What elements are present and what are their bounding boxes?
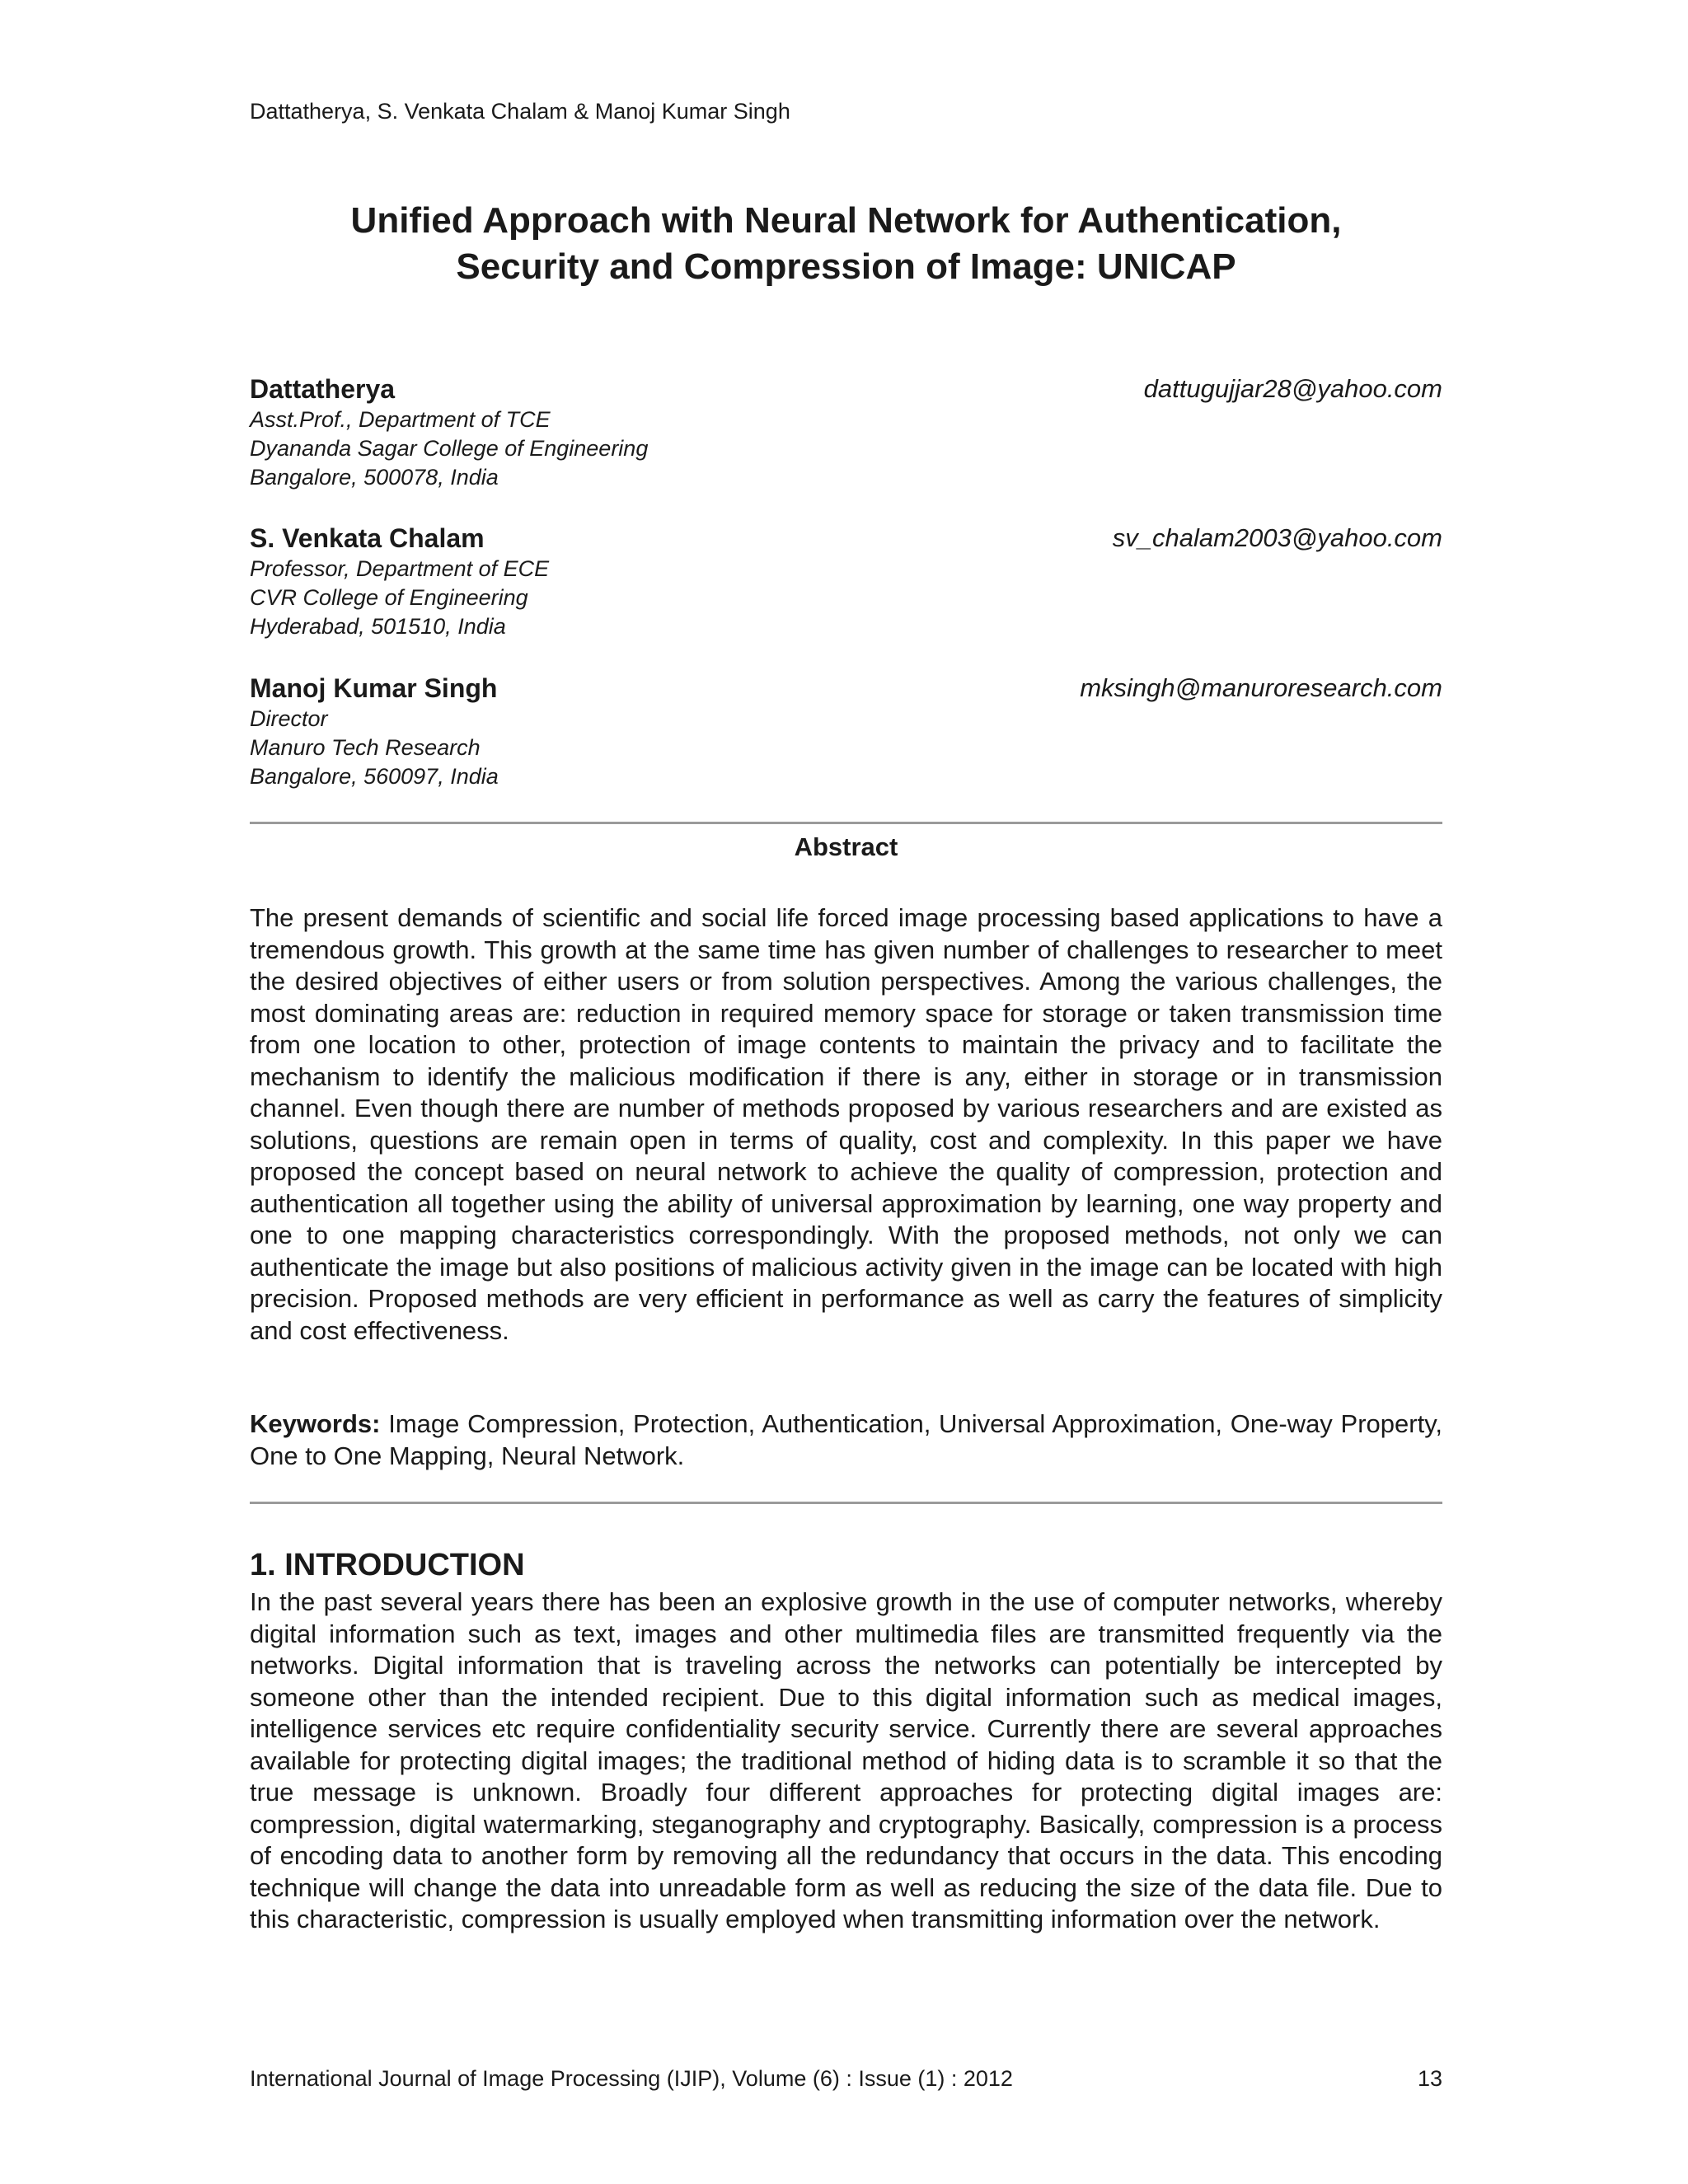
author-affiliation-line: Director: [250, 706, 328, 731]
page-number: 13: [1417, 2066, 1442, 2091]
author-affiliation-line: Asst.Prof., Department of TCE: [250, 407, 551, 432]
keywords-text: Image Compression, Protection, Authentication, Universal Approximation, One-way Property, One to One Mapping, Neural Network.: [250, 1409, 1443, 1470]
author-email[interactable]: mksingh@manuroresearch.com: [1080, 673, 1442, 702]
journal-citation: International Journal of Image Processing (IJIP), Volume (6) : Issue (1) : 2012: [250, 2066, 1013, 2091]
keywords-label: Keywords:: [250, 1409, 381, 1438]
author-block-2: [250, 522, 1442, 641]
title-line-1: Unified Approach with Neural Network for Authentication,: [350, 200, 1342, 241]
author-block-1: [250, 373, 1442, 492]
author-name: S. Venkata Chalam: [250, 523, 485, 553]
introduction-text: In the past several years there has been an explosive growth in the use of computer networks, whereby digital information such as text, images and other multimedia files are transmitted frequently via the networks. Digital information that is traveling across the networks can potentially be intercepted by someone other than the intended recipient. Due to this digital information such as medical images, intelligence services etc require confidentiality security service. Currently there are several approaches available for protecting digital images; the traditional method of hiding data is to scramble it so that the true message is unknown. Broadly four different approaches for protecting digital images are: compression, digital watermarking, steganography and cryptography. Basically, compression is a process of encoding data to another form by removing all the redundancy that occurs in the data. This encoding technique will change the data into unreadable form as well as reducing the size of the data file. Due to this characteristic, compression is usually employed when transmitting information over the network.: [250, 1587, 1442, 1933]
abstract-bottom-divider: [250, 1502, 1442, 1504]
author-affiliation-line: Bangalore, 560097, India: [250, 764, 499, 789]
title-line-2: Security and Compression of Image: UNICAP: [456, 246, 1236, 287]
author-block-3: [250, 672, 1442, 791]
author-affiliation-line: Manuro Tech Research: [250, 735, 481, 760]
abstract-top-divider: [250, 822, 1442, 824]
paper-title: [250, 198, 1442, 290]
author-name: Manoj Kumar Singh: [250, 673, 498, 703]
author-affiliation-line: CVR College of Engineering: [250, 585, 528, 610]
author-affiliation-line: Hyderabad, 501510, India: [250, 614, 506, 639]
abstract-heading: Abstract: [794, 832, 898, 861]
author-affiliation-line: Bangalore, 500078, India: [250, 465, 499, 490]
author-affiliation-line: Professor, Department of ECE: [250, 556, 550, 581]
keywords: [250, 1408, 1442, 1472]
page-footer: [250, 2064, 1442, 2093]
author-email[interactable]: sv_chalam2003@yahoo.com: [1112, 523, 1442, 552]
abstract-text: The present demands of scientific and social life forced image processing based applications to have a tremendous growth. This growth at the same time has given number of challenges to researcher to meet the desired objectives of either users or from solution perspectives. Among the various challenges, the most dominating areas are: reduction in required memory space for storage or taken transmission time from one location to other, protection of image contents to maintain the privacy and to facilitate the mechanism to identify the malicious modification if there is any, either in storage or in transmission channel. Even though there are number of methods proposed by various researchers and are existed as solutions, questions are remain open in terms of quality, cost and complexity. In this paper we have proposed the concept based on neural network to achieve the quality of compression, protection and authentication all together using the ability of universal approximation by learning, one way property and one to one mapping characteristics correspondingly. With the proposed methods, not only we can authenticate the image but also positions of malicious activity given in the image can be located with high precision. Proposed methods are very efficient in performance as well as carry the features of simplicity and cost effectiveness.: [250, 903, 1442, 1345]
author-email[interactable]: dattugujjar28@yahoo.com: [1143, 374, 1442, 403]
running-header: Dattatherya, S. Venkata Chalam & Manoj Kumar Singh: [250, 99, 790, 124]
section-heading-introduction: 1. INTRODUCTION: [250, 1548, 525, 1582]
author-name: Dattatherya: [250, 374, 396, 404]
author-affiliation-line: Dyananda Sagar College of Engineering: [250, 436, 649, 461]
